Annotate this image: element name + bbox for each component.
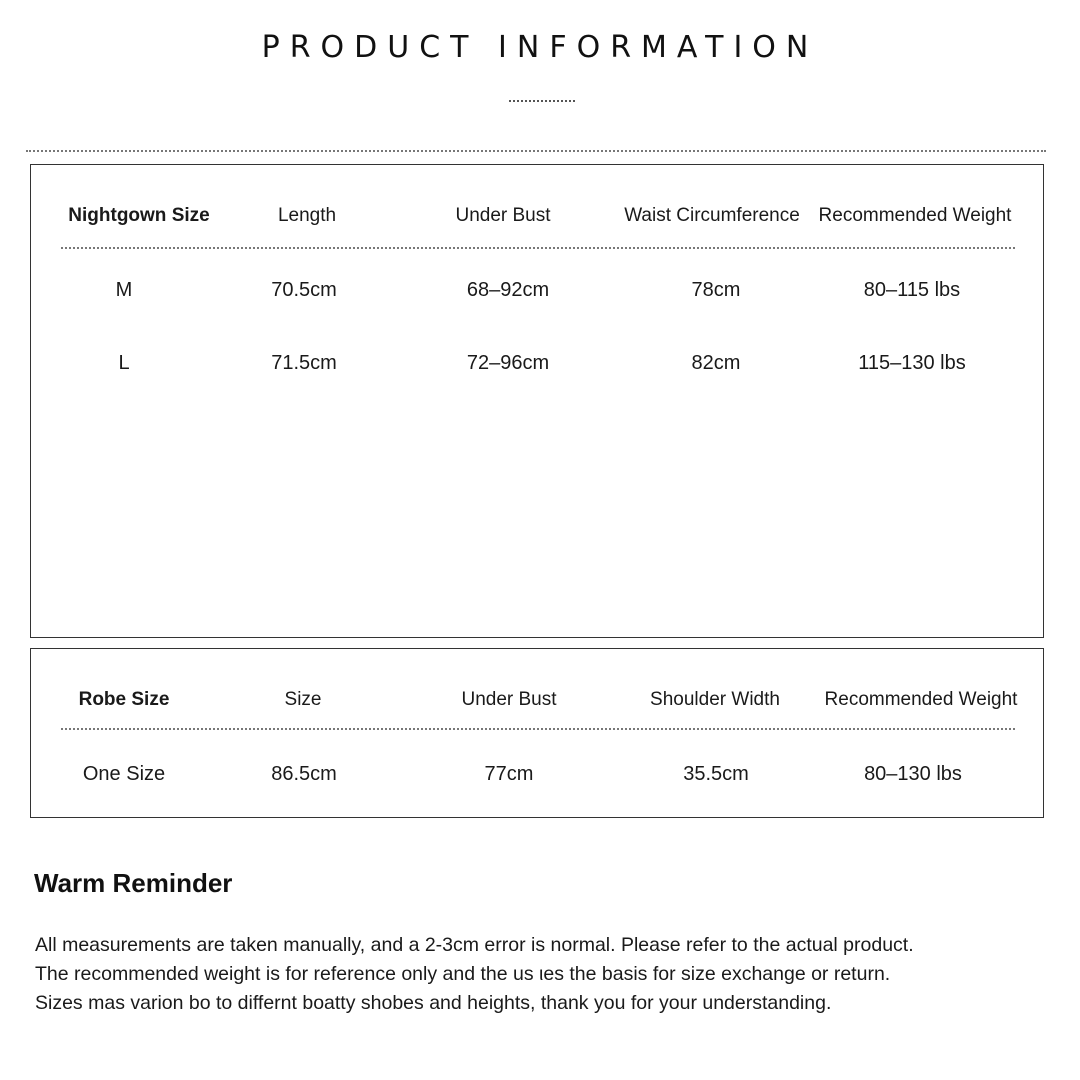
top-divider xyxy=(26,150,1046,152)
robe-header-shoulder: Shoulder Width xyxy=(650,689,780,710)
robe-row-under-bust: 77cm xyxy=(484,763,534,785)
robe-header-divider xyxy=(61,728,1015,730)
robe-row-weight: 80–130 lbs xyxy=(864,763,962,785)
nightgown-size-table xyxy=(30,164,1044,638)
nightgown-row-l-size: L xyxy=(118,352,130,374)
reminder-line: Sizes mas varion bo to differnt boatty shobes and heights, thank you for your understanding. xyxy=(35,992,832,1014)
nightgown-header-weight: Recommended Weight xyxy=(818,205,1012,226)
nightgown-header-under-bust: Under Bust xyxy=(455,205,551,226)
nightgown-row-l-weight: 115–130 lbs xyxy=(858,352,966,374)
page-title: PRODUCT INFORMATION xyxy=(261,30,819,65)
reminder-title: Warm Reminder xyxy=(34,868,233,898)
nightgown-row-m-waist: 78cm xyxy=(691,279,741,301)
nightgown-row-m-under-bust: 68–92cm xyxy=(466,279,550,301)
title-underline-dots xyxy=(509,100,575,102)
nightgown-header-waist: Waist Circumference xyxy=(624,205,800,226)
robe-row-size-measure: 86.5cm xyxy=(271,763,337,785)
nightgown-row-m-length: 70.5cm xyxy=(271,279,337,301)
nightgown-row-l-waist: 82cm xyxy=(691,352,741,374)
robe-header-size-measure: Size xyxy=(284,689,322,710)
nightgown-header-divider xyxy=(61,247,1015,249)
robe-row-shoulder: 35.5cm xyxy=(683,763,749,785)
nightgown-header-size: Nightgown Size xyxy=(68,205,210,226)
robe-row-size: One Size xyxy=(82,763,166,785)
reminder-line: The recommended weight is for reference only and the us ιes the basis for size exchange or return. xyxy=(35,963,891,985)
nightgown-row-l-length: 71.5cm xyxy=(271,352,337,374)
robe-header-under-bust: Under Bust xyxy=(461,689,557,710)
nightgown-row-m-size: M xyxy=(115,279,133,301)
nightgown-row-m-weight: 80–115 lbs xyxy=(863,279,961,301)
nightgown-row-l-under-bust: 72–96cm xyxy=(466,352,550,374)
robe-header-weight: Recommended Weight xyxy=(824,689,1018,710)
robe-header-size: Robe Size xyxy=(78,689,170,710)
reminder-line: All measurements are taken manually, and a 2-3cm error is normal. Please refer to the actual product. xyxy=(35,934,914,956)
nightgown-header-length: Length xyxy=(277,205,337,226)
robe-size-table xyxy=(30,648,1044,818)
